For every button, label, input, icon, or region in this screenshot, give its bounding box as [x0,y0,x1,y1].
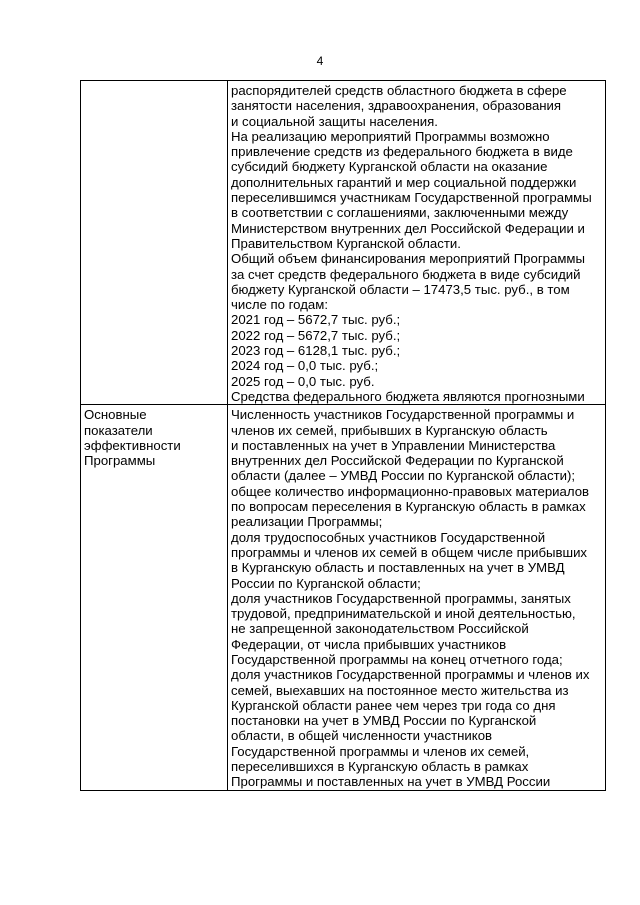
text-line: 2021 год – 5672,7 тыс. руб.; [231,312,401,328]
text-line: субсидий бюджету Курганской области на оказание [231,159,548,175]
text-line: 2023 год – 6128,1 тыс. руб.; [231,343,401,359]
text-line: по вопросам переселения в Курганскую область в рамках [231,499,586,515]
text-line: числе по годам: [231,297,328,313]
text-line: 2024 год – 0,0 тыс. руб.; [231,358,379,374]
text-line: привлечение средств из федерального бюджета в виде [231,144,573,160]
text-line: распорядителей средств областного бюджета в сфере [231,83,567,98]
text-line: 2025 год – 0,0 тыс. руб. [231,373,375,389]
text-line: области, в общей численности участников [231,728,493,744]
text-line: трудовой, предпринимательской и иной деятельностью, [231,606,576,622]
row-label-cell [81,405,228,790]
text-line: переселившимся участникам Государственной программы [231,190,592,206]
row-label-line: показатели [84,422,153,438]
text-line: Общий объем финансирования мероприятий Программы [231,251,585,267]
text-line: области (далее – УМВД России по Курганской области); [231,468,576,484]
text-line: России по Курганской области; [231,575,421,591]
text-line: Государственной программы и членов их семей, [231,743,530,759]
text-line: общее количество информационно-правовых материалов [231,483,590,499]
text-line: переселившихся в Курганскую область в рамках [231,759,529,775]
text-line: Программы и поставленных на учет в УМВД России [231,774,551,790]
text-line: доля участников Государственной программы и членов их [231,667,590,683]
text-line: доля участников Государственной программы, занятых [231,590,571,606]
text-line: внутренних дел Российской Федерации по Курганской [231,453,564,469]
row-content-cell [228,81,606,405]
program-passport-table [80,80,606,791]
text-line: дополнительных гарантий и мер социальной поддержки [231,174,577,190]
text-line: бюджету Курганской области – 17473,5 тыс. руб., в том [231,281,570,297]
text-line: Правительством Курганской области. [231,235,461,251]
text-line: доля трудоспособных участников Государственной [231,529,546,545]
text-line: Численность участников Государственной программы и [231,407,575,423]
row-label-cell [81,81,228,405]
row-label-line: Программы [84,453,156,469]
text-line: постановки на учет в УМВД России по Курганской [231,713,537,729]
text-line: Министерством внутренних дел Российской Федерации и [231,220,585,236]
text-line: не запрещенной законодательством Российской [231,621,529,637]
table-row-indicators [81,405,606,790]
row-label-line: Основные [84,407,147,423]
text-line: программы и членов их семей в общем числе прибывших [231,544,588,560]
text-line: семей, выехавших на постоянное место жительства из [231,682,569,698]
row-label-line: эффективности [84,437,181,453]
text-line: в Курганскую область и поставленных на учет в УМВД [231,560,565,576]
text-line: реализации Программы; [231,514,383,530]
text-line: за счет средств федерального бюджета в виде субсидий [231,266,581,282]
text-line: в соответствии с соглашениями, заключенными между [231,205,569,221]
text-line: и социальной защиты населения. [231,113,438,129]
text-line: и поставленных на учет в Управлении Министерства [231,437,556,453]
page-number: 4 [316,54,324,68]
text-line: занятости населения, здравоохранения, образования [231,98,562,114]
text-line: Государственной программы на конец отчетного года; [231,651,563,667]
text-line: членов их семей, прибывших в Курганскую область [231,422,548,438]
row-content-cell [228,405,606,790]
text-line: 2022 год – 5672,7 тыс. руб.; [231,327,401,343]
text-line: Курганской области ранее чем через три года со дня [231,697,556,713]
text-line: На реализацию мероприятий Программы возможно [231,128,550,144]
text-line: Федерации, от числа прибывших участников [231,636,507,652]
text-line: Средства федерального бюджета являются прогнозными [231,388,585,404]
table-row-funding [81,81,606,405]
